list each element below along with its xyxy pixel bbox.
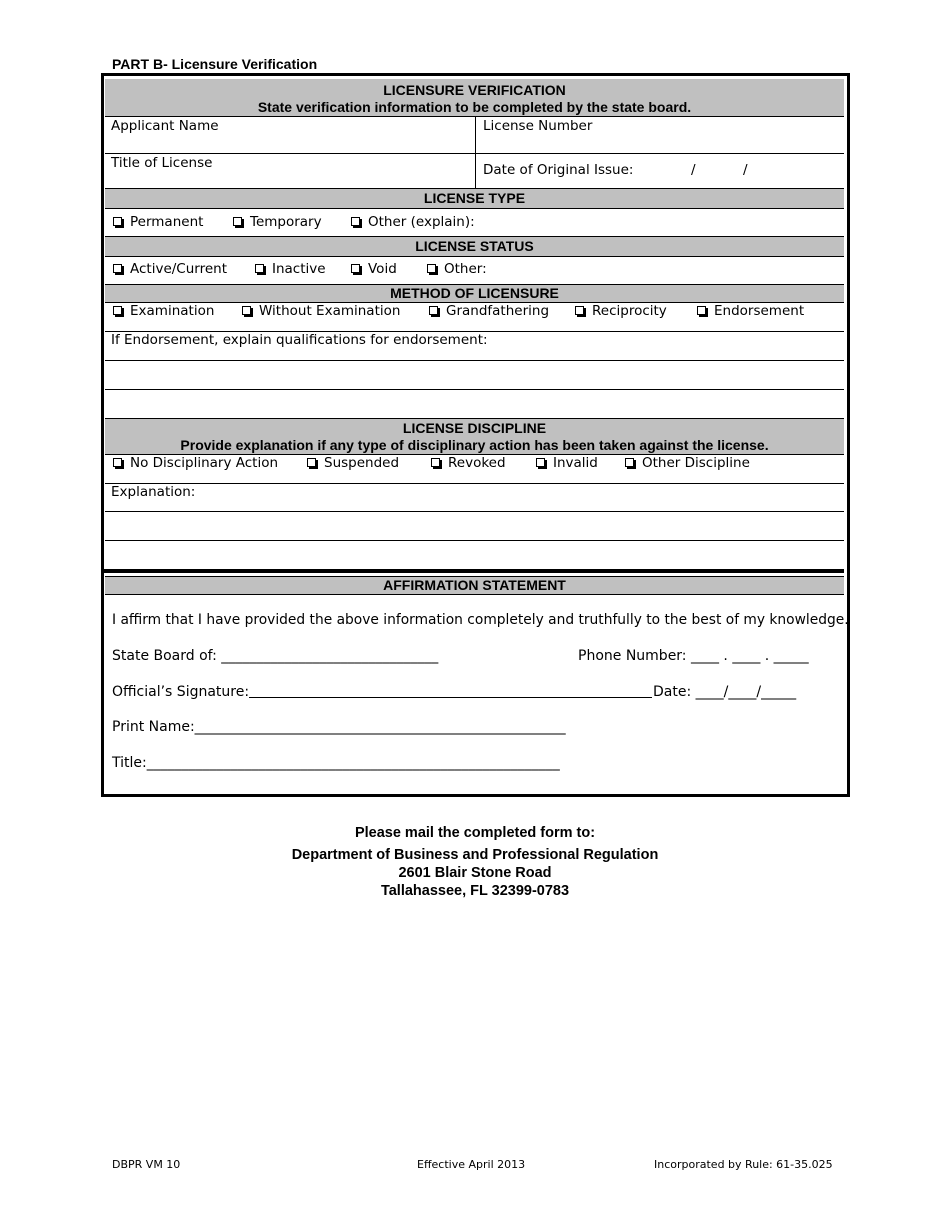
endorsement-line-3[interactable] bbox=[105, 390, 844, 419]
license-number-label: License Number bbox=[483, 118, 593, 134]
checkbox-label: Invalid bbox=[553, 455, 598, 471]
endorsement-row[interactable] bbox=[105, 332, 844, 361]
checkbox-label: Permanent bbox=[130, 214, 204, 230]
explanation-row[interactable] bbox=[105, 484, 844, 512]
checkbox-box-icon bbox=[625, 458, 634, 467]
title-of-license-field[interactable] bbox=[105, 154, 474, 188]
discipline-header bbox=[105, 419, 844, 455]
title-field[interactable]: Title:___________________________________________________________ bbox=[112, 755, 560, 771]
checkbox-examination[interactable] bbox=[113, 303, 214, 319]
checkbox-no-disciplinary-action[interactable] bbox=[113, 455, 278, 471]
checkbox-box-icon bbox=[113, 458, 122, 467]
footer-effective-date: Effective April 2013 bbox=[417, 1158, 526, 1171]
checkbox-endorsement[interactable] bbox=[697, 303, 804, 319]
checkbox-box-icon bbox=[233, 217, 242, 226]
affirmation-header: AFFIRMATION STATEMENT bbox=[105, 576, 844, 595]
section-divider bbox=[104, 569, 844, 573]
signature-field[interactable] bbox=[112, 684, 652, 700]
checkbox-label: Revoked bbox=[448, 455, 506, 471]
checkbox-status-other[interactable] bbox=[427, 261, 487, 277]
license-type-row bbox=[105, 209, 844, 237]
phone-number-field[interactable]: Phone Number: ____ . ____ . _____ bbox=[578, 648, 809, 664]
checkbox-revoked[interactable] bbox=[431, 455, 506, 471]
checkbox-label: Reciprocity bbox=[592, 303, 667, 319]
checkbox-label: Temporary bbox=[250, 214, 322, 230]
signature-line bbox=[249, 685, 652, 698]
print-name-field[interactable]: Print Name:_____________________________________________________ bbox=[112, 719, 566, 735]
part-title: PART B- Licensure Verification bbox=[112, 56, 318, 72]
checkbox-label: Inactive bbox=[272, 261, 326, 277]
discipline-title: LICENSE DISCIPLINE bbox=[402, 420, 547, 436]
mail-street: 2601 Blair Stone Road bbox=[398, 865, 552, 881]
checkbox-invalid[interactable] bbox=[536, 455, 598, 471]
checkbox-box-icon bbox=[431, 458, 440, 467]
footer-rule: Incorporated by Rule: 61-35.025 bbox=[654, 1158, 833, 1171]
checkbox-box-icon bbox=[113, 306, 122, 315]
checkbox-other-discipline[interactable] bbox=[625, 455, 750, 471]
endorsement-line-2[interactable] bbox=[105, 361, 844, 390]
checkbox-label: Examination bbox=[130, 303, 215, 319]
date-slash-2: / bbox=[743, 162, 748, 178]
title-of-license-label: Title of License bbox=[111, 155, 213, 171]
date-field[interactable]: Date: ____/____/_____ bbox=[653, 684, 797, 700]
checkbox-label: Void bbox=[368, 261, 397, 277]
checkbox-permanent[interactable] bbox=[113, 214, 203, 230]
checkbox-box-icon bbox=[307, 458, 316, 467]
checkbox-box-icon bbox=[113, 264, 122, 273]
state-board-field[interactable]: State Board of: _______________________________ bbox=[112, 648, 439, 664]
checkbox-other-explain[interactable] bbox=[351, 214, 475, 230]
checkbox-label: Suspended bbox=[324, 455, 400, 471]
signature-label: Official’s Signature: bbox=[112, 684, 250, 700]
mail-heading: Please mail the completed form to: bbox=[354, 825, 596, 841]
checkbox-temporary[interactable] bbox=[233, 214, 322, 230]
checkbox-label: Other: bbox=[444, 261, 487, 277]
footer-form-id: DBPR VM 10 bbox=[112, 1158, 181, 1171]
verification-title: LICENSURE VERIFICATION bbox=[383, 82, 566, 98]
checkbox-box-icon bbox=[575, 306, 584, 315]
checkbox-label: No Disciplinary Action bbox=[130, 455, 279, 471]
checkbox-label: Endorsement bbox=[714, 303, 805, 319]
license-status-row bbox=[105, 257, 844, 285]
date-original-issue-label: Date of Original Issue: bbox=[483, 162, 634, 178]
checkbox-active-current[interactable] bbox=[113, 261, 227, 277]
license-number-field[interactable] bbox=[475, 117, 844, 153]
mail-department: Department of Business and Professional Regulation bbox=[291, 847, 659, 863]
method-header: METHOD OF LICENSURE bbox=[105, 285, 844, 303]
checkbox-without-examination[interactable] bbox=[242, 303, 400, 319]
checkbox-box-icon bbox=[255, 264, 264, 273]
license-type-header: LICENSE TYPE bbox=[105, 189, 844, 209]
checkbox-inactive[interactable] bbox=[255, 261, 326, 277]
explanation-line-2[interactable] bbox=[105, 512, 844, 541]
applicant-name-field[interactable] bbox=[105, 117, 474, 153]
explanation-line-3[interactable] bbox=[105, 541, 844, 570]
checkbox-box-icon bbox=[351, 217, 360, 226]
date-slash-1: / bbox=[691, 162, 696, 178]
checkbox-label: Other Discipline bbox=[642, 455, 750, 471]
checkbox-label: Other (explain): bbox=[368, 214, 475, 230]
discipline-row bbox=[105, 455, 844, 484]
discipline-subtitle: Provide explanation if any type of disciplinary action has been taken against the license. bbox=[180, 437, 769, 453]
checkbox-reciprocity[interactable] bbox=[575, 303, 667, 319]
checkbox-box-icon bbox=[536, 458, 545, 467]
checkbox-suspended[interactable] bbox=[307, 455, 399, 471]
checkbox-box-icon bbox=[242, 306, 251, 315]
checkbox-void[interactable] bbox=[351, 261, 397, 277]
checkbox-box-icon bbox=[113, 217, 122, 226]
applicant-name-label: Applicant Name bbox=[111, 118, 219, 134]
checkbox-box-icon bbox=[697, 306, 706, 315]
date-original-issue-field[interactable] bbox=[605, 154, 844, 188]
explanation-label: Explanation: bbox=[111, 484, 196, 500]
checkbox-label: Grandfathering bbox=[446, 303, 550, 319]
title-row bbox=[105, 154, 844, 189]
endorsement-label: If Endorsement, explain qualifications for endorsement: bbox=[111, 332, 488, 348]
checkbox-box-icon bbox=[351, 264, 360, 273]
verification-header bbox=[105, 79, 844, 117]
checkbox-box-icon bbox=[427, 264, 436, 273]
checkbox-grandfathering[interactable] bbox=[429, 303, 549, 319]
verification-subtitle: State verification information to be completed by the state board. bbox=[257, 99, 692, 115]
checkbox-label: Without Examination bbox=[259, 303, 401, 319]
affirmation-statement: I affirm that I have provided the above information completely and truthfully to the best of my knowledge. bbox=[112, 612, 849, 628]
method-row bbox=[105, 303, 844, 332]
mail-city: Tallahassee, FL 32399-0783 bbox=[380, 883, 570, 899]
checkbox-box-icon bbox=[429, 306, 438, 315]
license-status-header: LICENSE STATUS bbox=[105, 237, 844, 257]
checkbox-label: Active/Current bbox=[130, 261, 228, 277]
